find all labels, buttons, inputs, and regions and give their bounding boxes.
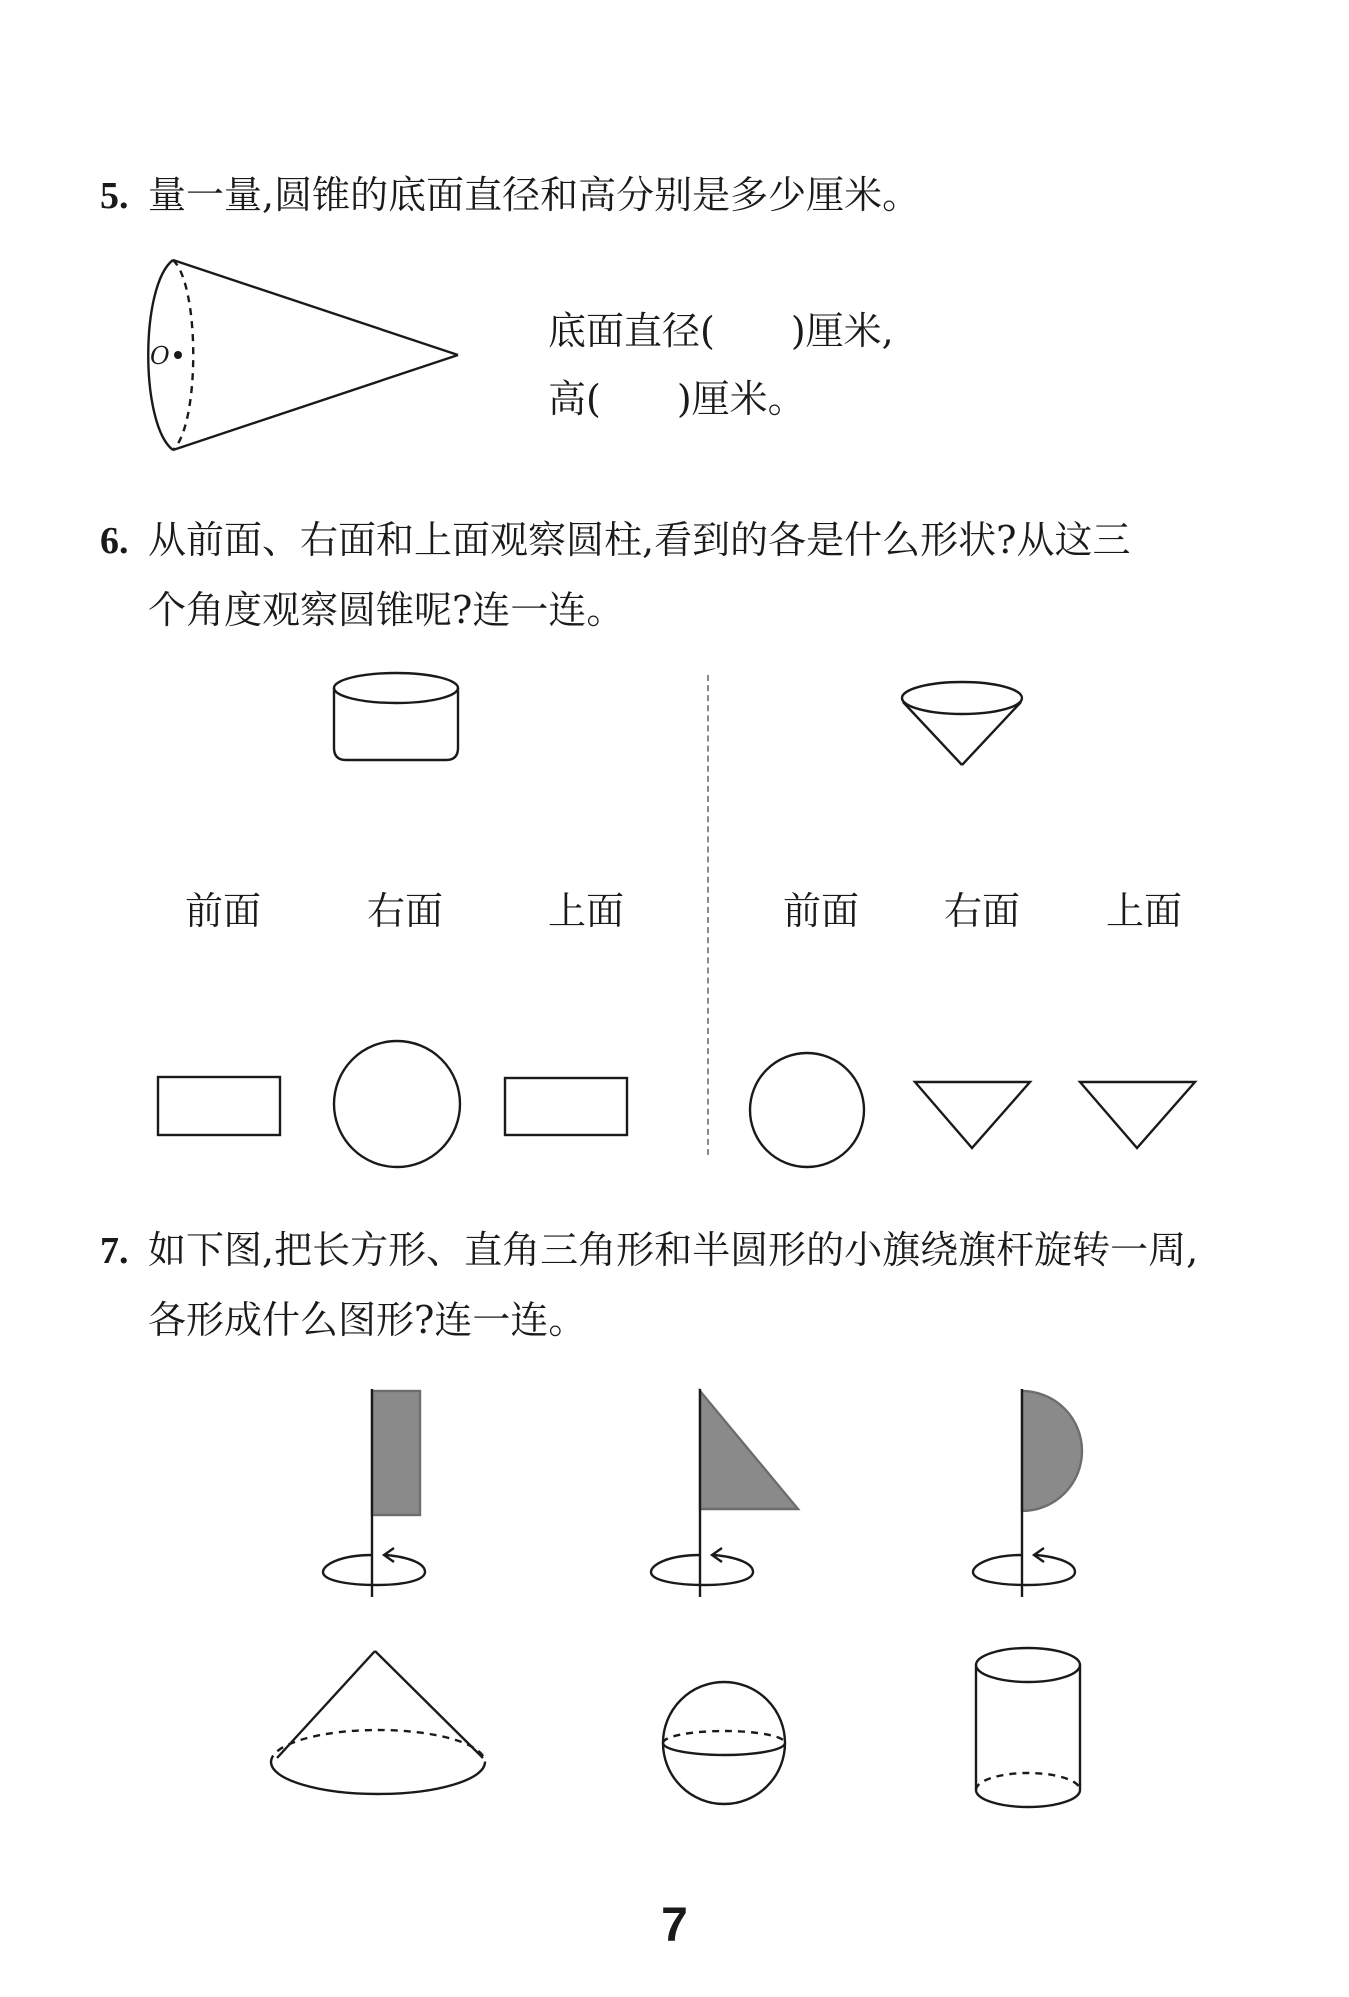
cone-top-ellipse — [902, 682, 1022, 714]
cylinder-top-ellipse — [334, 673, 458, 703]
cylinder-bottom-edge — [334, 748, 458, 760]
question-7-line2: 各形成什么图形?连一连。 — [148, 1298, 587, 1342]
question-number: 6. — [100, 520, 129, 562]
answer-height: 高( )厘米。 — [548, 377, 806, 421]
cone-top-edge — [173, 260, 458, 355]
cylinder-figure — [332, 670, 462, 770]
cylinder-view-right: 右面 — [367, 889, 444, 933]
cone-view-right: 右面 — [944, 889, 1021, 933]
solid-cone — [265, 1648, 495, 1808]
cone-center-point — [174, 351, 182, 359]
shape-triangle-2 — [1080, 1082, 1195, 1148]
shape-circle-2 — [750, 1053, 864, 1167]
cylinder-top — [976, 1648, 1080, 1682]
rectangle-flag-shape — [372, 1391, 420, 1515]
center-label: O — [150, 342, 170, 370]
question-6-line2: 个角度观察圆锥呢?连一连。 — [148, 588, 625, 632]
cone-base-front — [271, 1762, 485, 1794]
cone-right-edge — [375, 1651, 483, 1758]
cylinder-bottom-back — [976, 1773, 1080, 1790]
question-5 — [100, 160, 920, 231]
sphere-outline — [663, 1682, 785, 1804]
solid-cylinder — [975, 1645, 1085, 1815]
question-text: 量一量,圆锥的底面直径和高分别是多少厘米。 — [148, 173, 921, 217]
view-shapes — [0, 1030, 1349, 1170]
cylinder-bottom-front — [976, 1790, 1080, 1807]
question-6 — [100, 505, 1130, 576]
cone-base-back — [271, 1730, 485, 1762]
cylinder-view-front: 前面 — [185, 889, 262, 933]
triangle-flag-shape — [700, 1391, 798, 1509]
page-number: 7 — [661, 1899, 688, 1952]
question-text-line1: 从前面、右面和上面观察圆柱,看到的各是什么形状?从这三 — [148, 518, 1131, 562]
cone-figure — [900, 680, 1025, 770]
cone-view-front: 前面 — [783, 889, 860, 933]
cone-measure-figure — [130, 255, 470, 455]
rotation-arrow — [651, 1555, 753, 1585]
question-number: 7. — [100, 1230, 129, 1272]
rotation-arrow — [973, 1555, 1075, 1585]
shape-rectangle-1 — [158, 1077, 280, 1135]
answer-diameter: 底面直径( )厘米, — [548, 309, 894, 353]
shape-rectangle-2 — [505, 1078, 627, 1135]
cone-bottom-edge — [173, 355, 458, 450]
rotation-arrow — [323, 1555, 425, 1585]
semicircle-flag-shape — [1022, 1391, 1082, 1511]
cone-view-top: 上面 — [1106, 889, 1183, 933]
sphere-equator-back — [663, 1731, 785, 1743]
question-number: 5. — [100, 175, 129, 217]
question-7 — [100, 1215, 1198, 1286]
cylinder-view-top: 上面 — [548, 889, 625, 933]
sphere-equator-front — [663, 1743, 785, 1755]
shape-triangle-1 — [915, 1082, 1030, 1148]
flag-rectangle — [320, 1385, 440, 1605]
question-text-line1: 如下图,把长方形、直角三角形和半圆形的小旗绕旗杆旋转一周, — [148, 1228, 1199, 1272]
flag-triangle — [648, 1385, 808, 1605]
shape-circle-1 — [334, 1041, 460, 1167]
solid-sphere — [660, 1680, 790, 1810]
flag-semicircle — [970, 1385, 1100, 1605]
